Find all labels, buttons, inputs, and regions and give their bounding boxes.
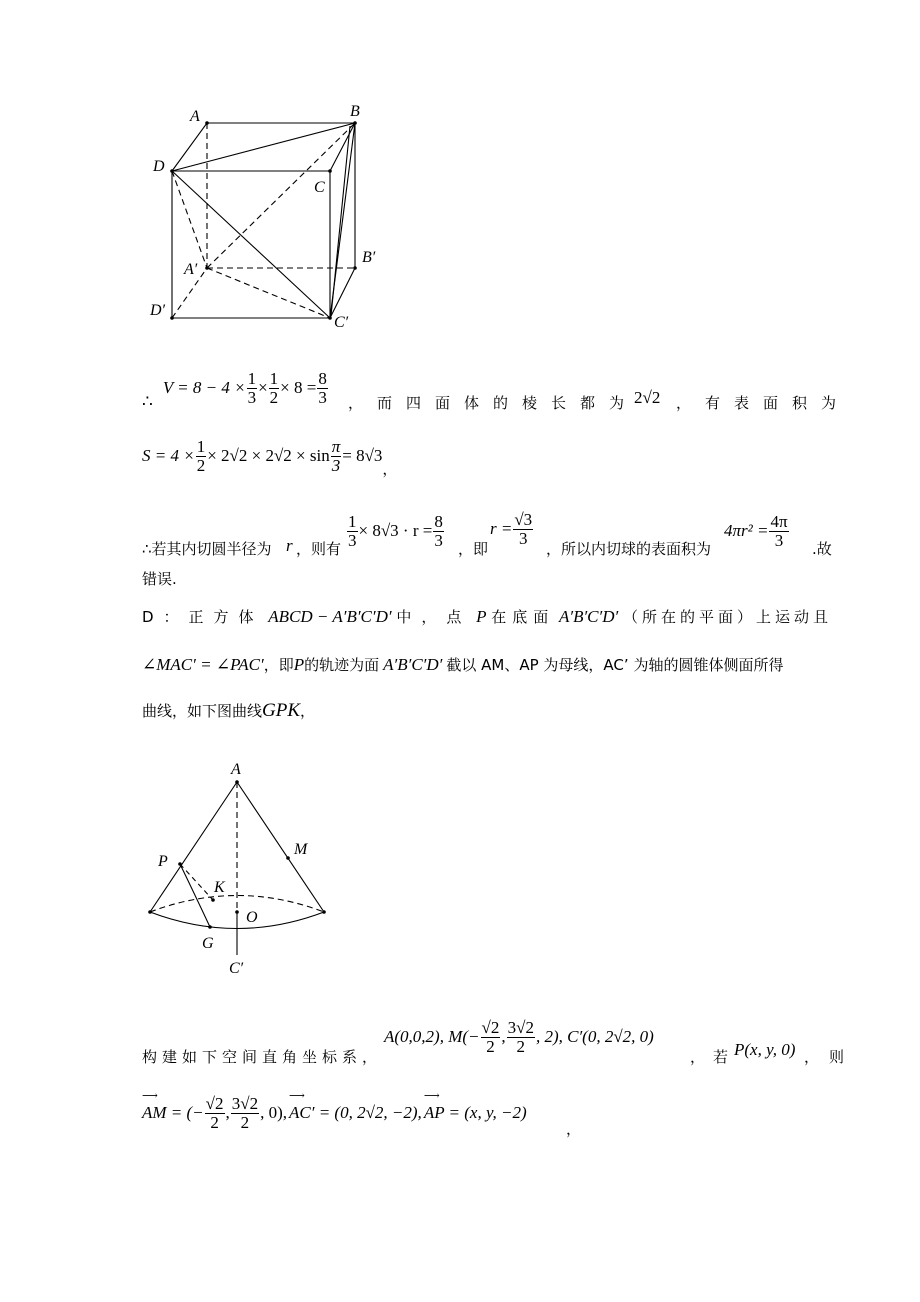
vector-sep: ,	[225, 1103, 230, 1122]
frac-1-2: $\frac{1}{2}$	[269, 368, 279, 407]
coord-sep: ,	[501, 1027, 506, 1046]
frac-8-3: $\frac{8}{3}$	[318, 368, 327, 407]
volume-lhs: V = 8 − 4 ×	[162, 378, 246, 397]
frac-m1: $\frac{√2}{2}$	[481, 1017, 500, 1056]
point-P-ref-2: P	[293, 655, 305, 674]
curve-PG	[180, 864, 210, 927]
point-left	[148, 910, 152, 914]
cube-name: ABCD − A′B′C′D′	[268, 607, 392, 626]
label-C: C	[314, 179, 325, 196]
line3-text-a: ∴若其内切圆半径为	[142, 540, 272, 558]
frac-sqrt3-3: $\frac{√3}{3}$	[514, 509, 533, 548]
line3-text-b: ，则有	[296, 540, 342, 558]
point-P	[178, 862, 182, 866]
line3-text-e: .故	[812, 540, 832, 558]
paraD-l1-c: 在底面	[491, 608, 555, 626]
vector-AM	[142, 1090, 204, 1123]
point-M	[286, 856, 290, 860]
label-A: A	[231, 761, 241, 778]
point-Ap	[205, 266, 209, 270]
curve-name: GPK	[262, 700, 301, 721]
line3-text-f: 错误.	[142, 570, 177, 588]
cone-right-side	[237, 782, 324, 912]
base-face: A′B′C′D′	[558, 607, 619, 626]
vector-AC-text: AC′ = (0, 2√2, −2),	[289, 1103, 422, 1122]
cone-diagram	[140, 755, 340, 980]
coord-C: , 2), C′(0, 2√2, 0)	[535, 1027, 654, 1046]
paraD-l3-b: ，	[300, 702, 316, 720]
paraD-l2-c: 截以 AM、AP 为母线，AC’ 为轴的圆锥体侧面所得	[446, 656, 784, 674]
vector-line	[142, 1082, 527, 1144]
edge-length: 2√2	[634, 388, 661, 407]
coord-A-M: A(0,0,2), M(−	[384, 1027, 480, 1046]
line1-text-a	[348, 392, 638, 413]
edge-ApCp	[207, 268, 330, 318]
point-A	[205, 121, 209, 125]
line1-phrase-a: ，而四面体的棱长都为	[348, 394, 639, 412]
line-inradius-eq	[346, 506, 445, 556]
label-Ap: A′	[184, 261, 198, 278]
label-O: O	[246, 909, 258, 926]
point-Cp	[328, 316, 332, 320]
label-D: D	[153, 158, 165, 175]
arrow-icon: ⟶	[423, 1090, 440, 1102]
paraD-l1-b: 中，点	[396, 608, 472, 626]
frac-m2: $\frac{3√2}{2}$	[507, 1017, 534, 1056]
r-equals: r =	[490, 519, 513, 538]
edge-DCp	[172, 171, 330, 318]
point-P-coords: P(x, y, 0)	[734, 1040, 796, 1059]
times-eight: × 8 =	[280, 378, 317, 397]
label-B: B	[350, 103, 360, 120]
coords-phrase-a: 构建如下空间直角坐标系，	[142, 1048, 383, 1066]
paraD-l2-a: ，即	[263, 656, 294, 674]
frac-4pi-3: $\frac{4\pi}{3}$	[770, 511, 788, 550]
vector-AP-text: AP = (x, y, −2)	[423, 1103, 527, 1122]
label-Bp: B′	[362, 249, 376, 266]
r-value	[490, 504, 534, 554]
paraD-l3-a: 曲线，如下图曲线	[142, 702, 263, 720]
area-lhs: 4πr² =	[724, 521, 769, 540]
edge-BCp-2	[331, 126, 350, 316]
frac-pi-3: $\frac{\pi}{3}$	[331, 436, 341, 475]
surface-lhs: S = 4 ×	[142, 446, 195, 465]
frac-8-3-b: $\frac{8}{3}$	[434, 511, 443, 550]
surface-rhs: = 8√3	[342, 446, 383, 465]
point-A	[235, 780, 239, 784]
cube-diagram	[140, 95, 400, 335]
vector-AM-rhs: , 0),	[260, 1103, 288, 1122]
curve-PK	[180, 864, 213, 900]
edge-ApB	[207, 123, 355, 268]
line-volume	[142, 360, 329, 416]
edge-DA	[172, 123, 207, 171]
coord-points	[384, 1010, 654, 1064]
r-symbol: r	[286, 536, 293, 555]
label-P: P	[158, 853, 168, 870]
paraD-l1-d: （所在的平面）上运动且	[622, 608, 832, 626]
paraD-line2	[142, 654, 783, 675]
line1-text-b	[676, 392, 850, 413]
line-surface	[142, 428, 397, 484]
therefore-symbol: ∴	[142, 392, 153, 411]
coords-text-c: ，则	[804, 1048, 855, 1066]
line3-text-d: ，所以内切球的表面积为	[546, 540, 712, 558]
coords-text-b: ，若	[690, 1048, 737, 1066]
frac-v2: $\frac{3√2}{2}$	[231, 1093, 259, 1132]
base-face-2: A′B′C′D′	[383, 655, 443, 674]
coords-text-a	[142, 1046, 382, 1067]
edge-CB	[330, 123, 355, 171]
label-M: M	[294, 841, 308, 858]
sphere-area	[724, 506, 790, 556]
point-K	[211, 898, 215, 902]
line1-phrase-b: ，有表面积为	[676, 394, 851, 412]
paraD-line3	[142, 700, 315, 722]
paraD-l2-b: 的轨迹为面	[304, 656, 380, 674]
point-Bp	[353, 266, 357, 270]
point-P-ref: P	[476, 607, 487, 626]
point-O	[235, 910, 239, 914]
point-B	[353, 121, 357, 125]
label-G: G	[202, 935, 214, 952]
inradius-middle: × 8√3 · r =	[358, 521, 433, 540]
vector-AP	[423, 1090, 527, 1123]
frac-1-2-b: $\frac{1}{2}$	[196, 436, 206, 475]
point-G	[208, 925, 212, 929]
frac-1-3: $\frac{1}{3}$	[247, 368, 257, 407]
frac-v1: $\frac{√2}{2}$	[205, 1093, 224, 1132]
vector-AC	[289, 1090, 422, 1123]
point-right	[322, 910, 326, 914]
arrow-icon: ⟶	[142, 1090, 158, 1102]
times-sign: ×	[258, 378, 268, 397]
angle-equation: ∠MAC′ = ∠PAC′	[142, 655, 264, 674]
arrow-icon: ⟶	[289, 1090, 305, 1102]
label-Cp: C′	[334, 314, 349, 331]
point-Dp	[170, 316, 174, 320]
paraD-l1-a: D：正方体	[142, 608, 264, 626]
edge-DAp	[172, 171, 207, 268]
label-A: A	[190, 108, 200, 125]
vectors-comma: ，	[566, 1120, 582, 1138]
line3-text-c: ，即	[458, 540, 489, 558]
frac-1-3-b: $\frac{1}{3}$	[348, 511, 357, 550]
edge-DB	[172, 123, 355, 171]
label-Dp: D′	[150, 302, 166, 319]
point-D	[170, 169, 174, 173]
label-K: K	[214, 879, 225, 896]
vector-AM-lhs: AM = (−	[142, 1103, 204, 1122]
point-C	[328, 169, 332, 173]
paraD-line1	[142, 606, 832, 627]
comma: ，	[382, 459, 398, 478]
label-C1: C′	[229, 960, 244, 977]
surface-middle: × 2√2 × 2√2 × sin	[207, 446, 330, 465]
